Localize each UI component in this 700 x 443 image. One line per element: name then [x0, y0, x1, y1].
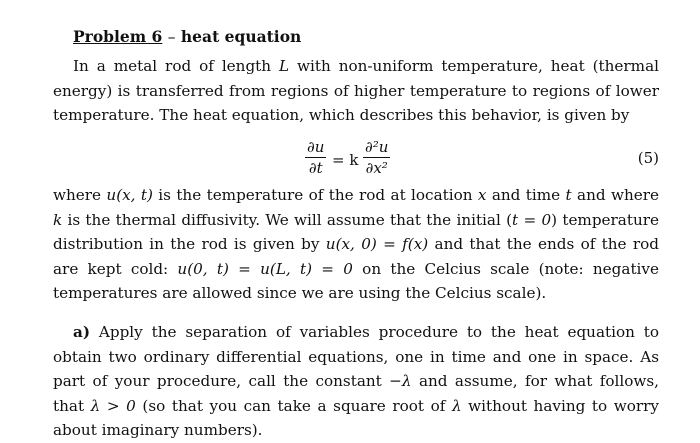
- lambda-positive: λ > 0: [90, 396, 136, 415]
- part-a-label: a): [73, 323, 91, 341]
- lhs-fraction: [305, 138, 326, 177]
- neg-lambda: −λ: [389, 372, 412, 390]
- problem-topic: heat equation: [180, 27, 302, 46]
- intro-paragraph: In a metal rod of length L with non-uniform temperature, heat (thermal energy) is transferred from regions of higher temperature to regions of lower temperature. The heat equation, which describes this behavior, is given by: [53, 57, 659, 124]
- lambda: λ: [451, 396, 462, 415]
- equation-number: (5): [637, 149, 659, 167]
- lhs-denominator: ∂t: [308, 159, 323, 177]
- rhs-fraction: [363, 138, 390, 177]
- problem-number: Problem 6: [73, 27, 163, 46]
- equals-k: = k: [332, 151, 359, 169]
- u-xt: u(x, t): [106, 186, 153, 204]
- initial-condition: u(x, 0) = f(x): [325, 235, 429, 253]
- var-L: L: [279, 57, 290, 75]
- var-t: t: [565, 186, 572, 204]
- part-a-paragraph: a) Apply the separation of variables procedure to the heat equation to obtain two ordinary differential equations, one in time and one in space. As part of your procedure, call the constant −λ and assume, for what follows, that λ > 0 (so that you can take a square root of λ without having to worry about imaginary numbers).: [53, 323, 660, 439]
- boundary-condition: u(0, t) = u(L, t) = 0: [177, 259, 353, 278]
- rhs-denominator: ∂x²: [365, 159, 388, 177]
- rhs-numerator: ∂²u: [365, 138, 389, 156]
- var-x: x: [477, 186, 487, 204]
- t-equals-zero: t = 0: [512, 210, 552, 229]
- var-k: k: [53, 210, 63, 229]
- problem-heading: [73, 27, 301, 46]
- lhs-numerator: ∂u: [307, 138, 325, 156]
- definition-paragraph: where u(x, t) is the temperature of the rod at location x and time t and where k is the thermal diffusivity. We will assume that the initial (t = 0) temperature distribution in the rod is given by u(x, 0) = f(x) and that the ends of the rod are kept cold: u(0, t) = u(L, t) = 0 on the Celcius scale (note: negative temperatures are allowed since we are using the Celcius scale).: [53, 186, 659, 302]
- heading-dash: –: [167, 28, 176, 46]
